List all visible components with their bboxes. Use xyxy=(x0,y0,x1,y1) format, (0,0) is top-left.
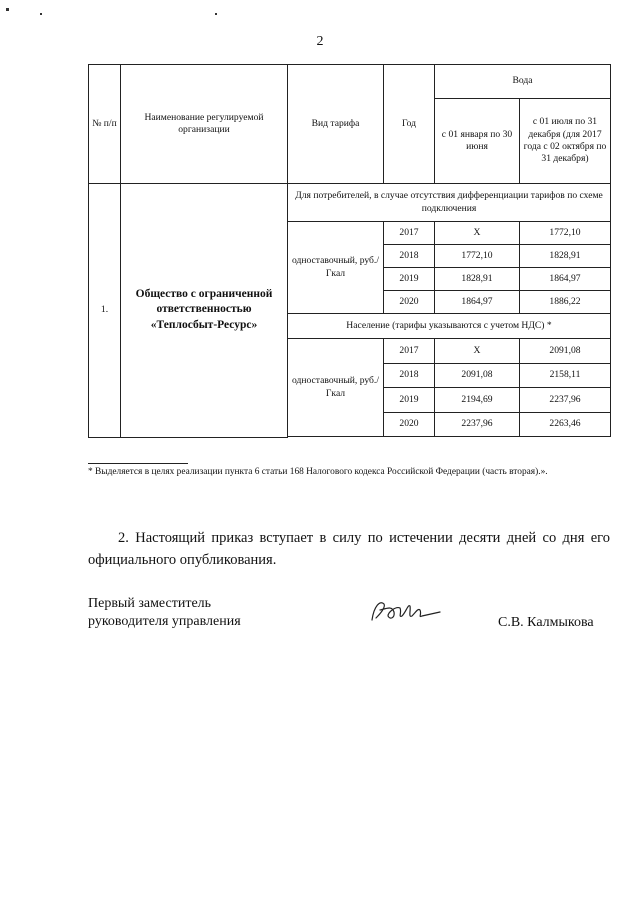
table-cell-period-1: X xyxy=(435,339,520,364)
table-cell-year: 2019 xyxy=(384,388,435,413)
table-cell-period-1: 2091,08 xyxy=(435,364,520,388)
organization-name: Общество с ограниченной ответственностью «Теплосбыт-Ресурс» xyxy=(121,184,288,438)
header-org: Наименование регулируемой организации xyxy=(121,65,288,184)
header-tariff-type: Вид тарифа xyxy=(288,65,384,184)
table-cell-year: 2020 xyxy=(384,291,435,314)
row-number: 1. xyxy=(89,184,121,438)
page-number: 2 xyxy=(316,34,324,49)
table-cell-period-2: 2237,96 xyxy=(520,388,611,413)
handwritten-signature xyxy=(366,594,446,628)
table-cell-period-1: 1828,91 xyxy=(435,268,520,291)
signer-title-line-2: руководителя управления xyxy=(88,614,241,630)
section-1-tariff-type: одноставочный, руб./Гкал xyxy=(288,222,384,314)
table-cell-period-2: 2091,08 xyxy=(520,339,611,364)
table-cell-year: 2018 xyxy=(384,364,435,388)
table-cell-year: 2017 xyxy=(384,339,435,364)
header-period-1: с 01 января по 30 июня xyxy=(435,99,520,184)
table-cell-period-2: 1772,10 xyxy=(520,222,611,245)
section-2-title: Население (тарифы указываются с учетом НДС) * xyxy=(288,314,611,339)
section-1-title: Для потребителей, в случае отсутствия дифференциации тарифов по схеме подключения xyxy=(288,184,611,222)
scan-speck xyxy=(215,13,217,15)
scan-speck xyxy=(6,8,9,11)
table-cell-period-1: 2194,69 xyxy=(435,388,520,413)
signer-title-line-1: Первый заместитель xyxy=(88,596,212,611)
table-cell-period-1: 1864,97 xyxy=(435,291,520,314)
signer-name: С.В. Калмыкова xyxy=(498,615,594,630)
table-cell-period-2: 1828,91 xyxy=(520,245,611,268)
section-2-tariff-type: одноставочный, руб./Гкал xyxy=(288,339,384,437)
table-cell-period-2: 2158,11 xyxy=(520,364,611,388)
table-cell-period-1: X xyxy=(435,222,520,245)
tariff-table xyxy=(88,64,611,438)
table-cell-period-2: 1886,22 xyxy=(520,291,611,314)
order-paragraph: 2. Настоящий приказ вступает в силу по истечении десяти дней со дня его официального опубликования. xyxy=(88,530,610,569)
table-cell-year: 2020 xyxy=(384,413,435,437)
signer-title xyxy=(88,595,241,631)
table-cell-year: 2018 xyxy=(384,245,435,268)
table-cell-year: 2019 xyxy=(384,268,435,291)
scan-speck xyxy=(40,13,42,15)
table-cell-period-2: 2263,46 xyxy=(520,413,611,437)
header-year: Год xyxy=(384,65,435,184)
header-water: Вода xyxy=(435,65,611,99)
header-num: № п/п xyxy=(89,65,121,184)
table-cell-period-1: 1772,10 xyxy=(435,245,520,268)
table-cell-period-1: 2237,96 xyxy=(435,413,520,437)
header-period-2: с 01 июля по 31 декабря (для 2017 года с 02 октября по 31 декабря) xyxy=(520,99,611,184)
table-cell-year: 2017 xyxy=(384,222,435,245)
footnote-rule xyxy=(88,463,188,464)
footnote: * Выделяется в целях реализации пункта 6 статьи 168 Налогового кодекса Российской Федерации (часть вторая).». xyxy=(88,467,548,477)
table-cell-period-2: 1864,97 xyxy=(520,268,611,291)
